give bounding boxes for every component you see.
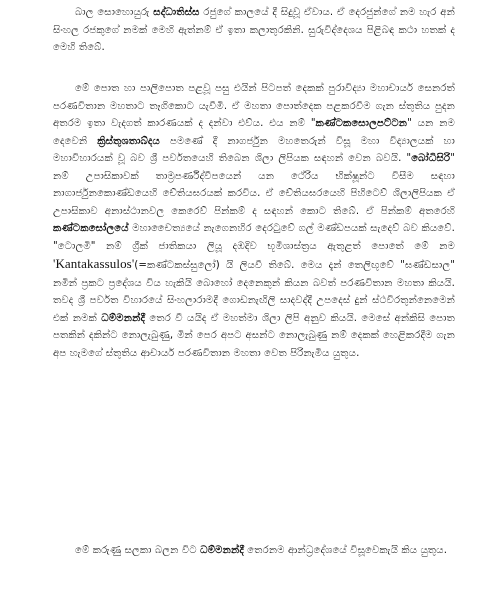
text-segment: තෙර වී යයිද ඒ මහත්මා ශිලා ලිපි අනුව කියයි. මෙසේ අන්කිසි පොත පතකින් දකින්ට නොලැබුණු, මින් පෙර අපට අසන්ට නොලැබුණු නම් දෙකක් හෙළිකරදීම ගැන අප හැමගේ ස්තුතිය ආචාර්ය පරණවිතාන මහතා වෙත පිරිනැමිය යුතුය. [53, 312, 455, 359]
paragraph-1 [53, 4, 455, 57]
bold-text-segment: කණ්ටකසොලපට්ටන [315, 118, 408, 129]
bold-text-segment: සද්ධාතිස්ස [153, 7, 200, 18]
text-segment: පමණේ දී නාගර්ජුන මහතෙරුන් විසූ මහා විද්‍යාලයක් හා මහාවිහාරයක් වූ බව ශ්‍රී පර්වතයෙහි තිබෙන ශිලා ලිපියක සඳහන් වෙන බවයි. " [53, 135, 456, 164]
text-segment: මේ පොත හා පාලිපොත පළවූ පසු එයින් පිටපත් දෙකක් පුරාවිද්‍යා මහාචාර්ය සෙනරත් පරණවිතාන මහතාට තෑගිකොට යැවීමි. ඒ මහතා පොත්දෙක පළකරවීම ගැන ස්තුතිය පුදන අතරම ඉතා වැදගත් කාරණයක් ද දන්වා එව්ය. එය නම් " [53, 83, 455, 129]
bold-text-segment: ධම්මනන්දී [200, 545, 244, 556]
text-segment: තෙරනම ආන්ධ්‍රදේශයේ විසූවෙකැයි කිය යුතුය. [243, 545, 448, 556]
text-segment: 'Kantakassulos' [53, 256, 135, 271]
paragraph-3 [53, 542, 455, 560]
bold-text-segment: ධම්මනන්දී [101, 312, 146, 324]
text-segment: මහාචෛත්‍යයේ නැගෙනහිර දෙරටුවේ ගල් මණ්ඩපයක් සැදෙව් බව කියවේ. "ටොලමි" නම් ග්‍රීක් ජාතිකයා ලියූ දඹදිව භූමිශාස්ත්‍රය ඇතුළත් පොතේ මේ නම [53, 223, 455, 252]
text-segment: " නම් උපාසිකාවක් තාම්‍රපර්ණිද්වීපයෙන් යන ථේරිය භික්ෂූන්ට විසීම සඳහා නාගාර්ජුනකොණ්ඩයෙහි චේතියඝරයක් කරවිය. ඒ චේතියඝරයෙහි පිහිටෙව් ශිලාලිපියක ඒ උපාසිකාව අනාස්ථානවල කෙරෙව් පින්කම් ද සඳහන් කොට තිබේ. ඒ පින්කම් අතරෙහි [53, 153, 455, 217]
text-segment: මේ කරුණු සලකා බලන විට [75, 545, 201, 556]
text-segment: " යන නම දෙවෙනි [53, 118, 455, 147]
text-segment: රජුගේ කාලයේ දී සිදුවූ ඒවාය. ඒ දෙරජුන්ගේ නම හැර අන් සිංහල රජකුගේ නමක් මෙහි ඇත්නම් ඒ ඉතා කලාතුරකිනි. සුරුවිද්දෙශය පිළිබඳ කථා හතක් ද මෙහි තිබේ. [53, 7, 455, 53]
text-segment: (=කණ්ටකස්සුලෝ) යි ලියවී තිබේ. මෙය දැන් තෙලිඟුවේ "ඝණ්ඩසාල" නමින් ප්‍රකට ප්‍රදේශය විය හැකියි බොහෝ දෙනෙකුන් කියන බවත් පරණවිතාන මහතා කියයි. තවද ශ්‍රී පර්වත විහාරයේ සිංහලාරාමදී ගොඩනැඟිලි සාදවද්දී උපදෙස් දුන් ස්ථවිරතුන්නෙමෙන් එක් නමක් [53, 260, 455, 324]
text-segment: බාල සොහොයුරු [75, 7, 154, 18]
bold-text-segment: ක්‍රිස්තුශතාබ්දය [97, 135, 160, 147]
paragraph-2 [53, 80, 455, 362]
bold-text-segment: බෝධිසිරි [411, 153, 451, 164]
bold-text-segment: කණ්ටකසෝලයේ [53, 223, 129, 234]
